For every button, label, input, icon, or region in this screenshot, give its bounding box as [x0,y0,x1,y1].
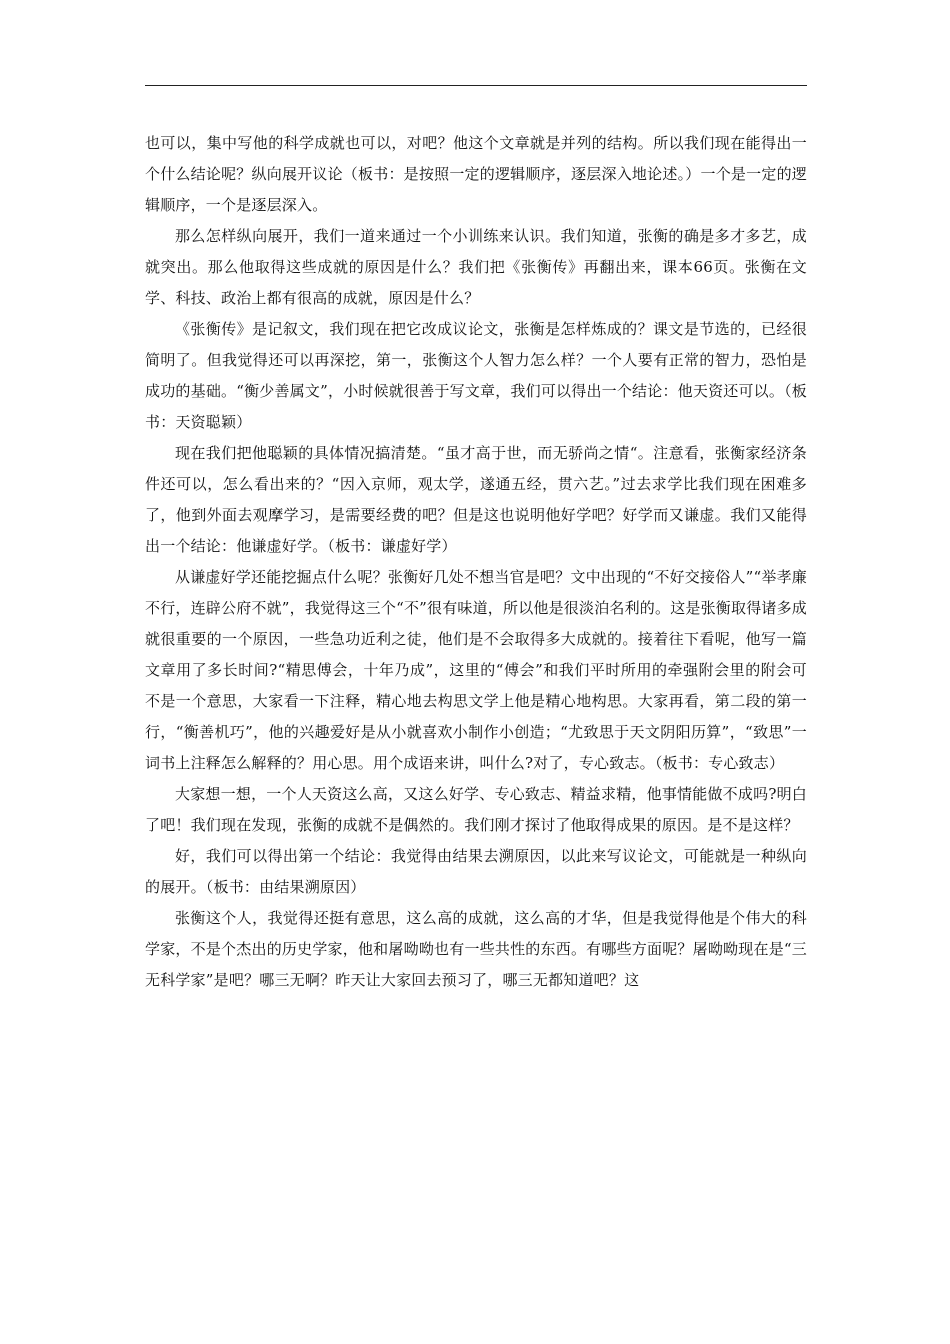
paragraph-2: 那么怎样纵向展开，我们一道来通过一个小训练来认识。我们知道，张衡的确是多才多艺，成就突出。那么他取得这些成就的原因是什么？我们把《张衡传》再翻出来，课本66页。张衡在文学、科技、政治上都有很高的成就，原因是什么？ [145,227,807,307]
paragraph-3: 《张衡传》是记叙文，我们现在把它改成议论文，张衡是怎样炼成的？课文是节选的，已经很简明了。但我觉得还可以再深挖，第一，张衡这个人智力怎么样？一个人要有正常的智力，恐怕是成功的基础。“衡少善属文”，小时候就很善于写文章，我们可以得出一个结论：他天资还可以。（板书：天资聪颖） [145,320,807,431]
paragraph-6: 大家想一想，一个人天资这么高，又这么好学、专心致志、精益求精，他事情能做不成吗?明白了吧！我们现在发现，张衡的成就不是偶然的。我们刚才探讨了他取得成果的原因。是不是这样？ [145,785,807,834]
paragraph-5: 从谦虚好学还能挖掘点什么呢？张衡好几处不想当官是吧？文中出现的“不好交接俗人”“举孝廉不行，连辟公府不就”，我觉得这三个“不”很有味道，所以他是很淡泊名利的。这是张衡取得诸多成就很重要的一个原因，一些急功近利之徒，他们是不会取得多大成就的。接着往下看呢，他写一篇文章用了多长时间?“精思傅会，十年乃成”，这里的“傅会”和我们平时所用的牵强附会里的附会可不是一个意思，大家看一下注释，精心地去构思文学上他是精心地构思。大家再看，第二段的第一行，“衡善机巧”，他的兴趣爱好是从小就喜欢小制作小创造；“尤致思于天文阴阳历算”，“致思”一词书上注释怎么解释的？用心思。用个成语来讲，叫什么?对了，专心致志。（板书：专心致志） [145,568,808,772]
body-text [145,128,807,996]
paragraph-4: 现在我们把他聪颖的具体情况搞清楚。“虽才高于世，而无骄尚之情“。注意看，张衡家经济条件还可以，怎么看出来的？“因入京师，观太学，遂通五经，贯六艺。”过去求学比我们现在困难多了，他到外面去观摩学习，是需要经费的吧？但是这也说明他好学吧？好学而又谦虚。我们又能得出一个结论：他谦虚好学。（板书：谦虚好学） [145,444,807,555]
header-rule [145,85,807,86]
paragraph-1: 也可以，集中写他的科学成就也可以，对吧？他这个文章就是并列的结构。所以我们现在能得出一个什么结论呢？纵向展开议论（板书：是按照一定的逻辑顺序，逐层深入地论述。）一个是一定的逻辑顺序，一个是逐层深入。 [145,134,807,214]
paragraph-7: 好，我们可以得出第一个结论：我觉得由结果去溯原因，以此来写议论文，可能就是一种纵向的展开。（板书：由结果溯原因） [145,847,807,896]
paragraph-8: 张衡这个人，我觉得还挺有意思，这么高的成就，这么高的才华，但是我觉得他是个伟大的科学家，不是个杰出的历史学家，他和屠呦呦也有一些共性的东西。有哪些方面呢？屠呦呦现在是“三无科学家”是吧？哪三无啊？昨天让大家回去预习了，哪三无都知道吧？这 [145,909,807,989]
